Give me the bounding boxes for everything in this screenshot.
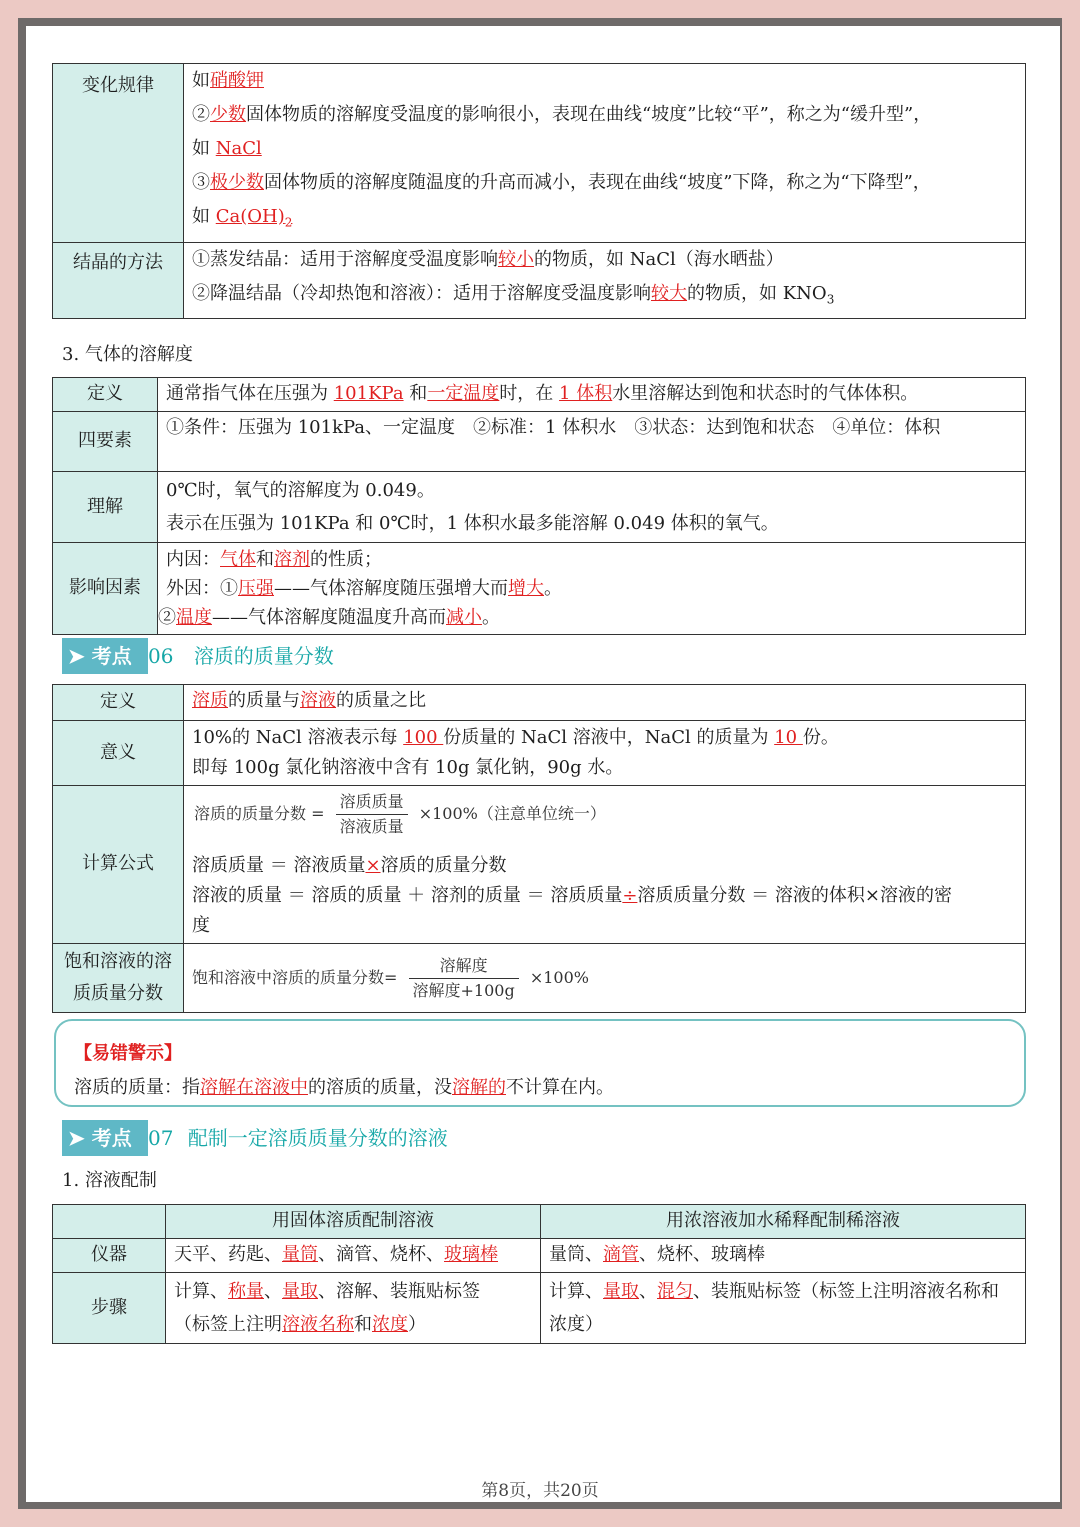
text: ①蒸发结晶：适用于溶解度受温度影响 bbox=[192, 248, 498, 270]
text: 的质量之比 bbox=[336, 690, 426, 711]
label-steps: 步骤 bbox=[53, 1273, 166, 1344]
numerator: 溶质质量 bbox=[336, 790, 408, 815]
keyword: 浓度 bbox=[372, 1314, 408, 1335]
instruments-solid bbox=[166, 1239, 541, 1273]
label-formula: 计算公式 bbox=[53, 786, 184, 944]
text: 溶质的质量分数 = bbox=[194, 804, 325, 823]
keyword: 压强 bbox=[238, 578, 274, 599]
label-change-rule: 变化规律 bbox=[53, 64, 184, 243]
text: 即每 100g 氯化钠溶液中含有 10g 氯化钠，90g 水。 bbox=[192, 757, 624, 778]
text: 。 bbox=[482, 607, 500, 628]
text: 不计算在内。 bbox=[506, 1077, 614, 1098]
warning-box bbox=[54, 1019, 1026, 1107]
keyword: 溶质 bbox=[192, 690, 228, 711]
text: 的物质，如 KNO bbox=[687, 282, 827, 304]
keyword: 溶液名称 bbox=[282, 1314, 354, 1335]
mass-fraction-definition bbox=[184, 685, 1026, 721]
label-definition: 定义 bbox=[53, 685, 184, 721]
denominator: 溶液质量 bbox=[339, 817, 404, 836]
text: 份质量的 NaCl 溶液中，NaCl 的质量为 bbox=[443, 727, 775, 748]
fraction bbox=[409, 954, 519, 1003]
subscript: 3 bbox=[826, 292, 835, 307]
text: 饱和溶液中溶质的质量分数= bbox=[192, 967, 398, 987]
text: 表示在压强为 101KPa 和 0℃时，1 体积水最多能溶解 0.049 体积的氧气。 bbox=[166, 513, 779, 534]
solubility-rules-table bbox=[52, 63, 1026, 319]
subscript: 2 bbox=[284, 215, 293, 230]
section-title-solution-prep: 1. 溶液配制 bbox=[62, 1170, 157, 1191]
keyword: 较大 bbox=[651, 282, 687, 304]
text: 的物质，如 NaCl（海水晒盐） bbox=[534, 248, 784, 270]
label-saturated bbox=[53, 944, 184, 1013]
arrow-icon: ➤ bbox=[68, 644, 85, 668]
text: 、烧杯、玻璃棒 bbox=[639, 1244, 765, 1265]
text: 固体物质的溶解度随温度的升高而减小，表现在曲线“坡度”下降，称之为“下降型”， bbox=[264, 172, 931, 193]
keyword: 少数 bbox=[210, 104, 246, 125]
keyword: 硝酸钾 bbox=[210, 70, 264, 91]
text: 外因：① bbox=[166, 578, 238, 599]
text: 的性质； bbox=[310, 549, 382, 570]
fraction bbox=[336, 790, 408, 839]
label-definition: 定义 bbox=[53, 378, 158, 412]
instruments-dilute bbox=[541, 1239, 1026, 1273]
header-empty bbox=[53, 1205, 166, 1239]
keyword: 量取 bbox=[603, 1281, 639, 1302]
text: 通常指气体在压强为 bbox=[166, 383, 334, 404]
text: 如 bbox=[192, 206, 216, 227]
text: 饱和溶液的溶 bbox=[64, 951, 172, 972]
text: 时，在 bbox=[499, 383, 560, 404]
kaodian-number: 07 bbox=[148, 1126, 174, 1150]
text: 、溶解、装瓶贴标签 bbox=[318, 1281, 480, 1302]
keyword: 溶液 bbox=[300, 690, 336, 711]
kaodian-badge-07 bbox=[62, 1120, 148, 1156]
change-rule-content bbox=[184, 64, 1026, 243]
kaodian-title-06 bbox=[148, 638, 334, 674]
mass-fraction-table bbox=[52, 684, 1026, 1013]
gas-definition bbox=[158, 378, 1026, 412]
keyword: ÷ bbox=[622, 885, 638, 906]
text: 0℃时，氧气的溶解度为 0.049。 bbox=[166, 480, 435, 501]
keyword: 滴管 bbox=[603, 1244, 639, 1265]
factors bbox=[158, 543, 1026, 635]
keyword: 100 bbox=[403, 727, 444, 748]
fraction-formula bbox=[194, 790, 1017, 839]
header-solid: 用固体溶质配制溶液 bbox=[166, 1205, 541, 1239]
keyword: 溶剂 bbox=[274, 549, 310, 570]
text: 计算、 bbox=[549, 1281, 603, 1302]
steps-dilute bbox=[541, 1273, 1026, 1344]
text: 和 bbox=[256, 549, 274, 570]
text: 如 bbox=[192, 70, 210, 91]
label-instruments: 仪器 bbox=[53, 1239, 166, 1273]
text: ×100%（注意单位统一） bbox=[418, 804, 606, 823]
section-title-gas-solubility: 3. 气体的溶解度 bbox=[62, 344, 193, 365]
keyword: 温度 bbox=[176, 607, 212, 628]
badge-label: 考点 bbox=[91, 1126, 132, 1150]
keyword: 溶解在溶液中 bbox=[200, 1077, 308, 1098]
keyword: 混匀 bbox=[657, 1281, 693, 1302]
numerator: 溶解度 bbox=[409, 954, 519, 979]
text: 溶质质量 ＝ 溶液质量 bbox=[192, 855, 366, 876]
text: 溶质的质量分数 bbox=[380, 855, 507, 876]
formulas bbox=[184, 786, 1026, 944]
text: 质质量分数 bbox=[73, 983, 163, 1004]
keyword: NaCl bbox=[215, 138, 262, 159]
understanding bbox=[158, 472, 1026, 543]
keyword: 量筒 bbox=[282, 1244, 318, 1265]
keyword: 较小 bbox=[498, 248, 534, 270]
keyword bbox=[215, 206, 293, 230]
keyword: 量取 bbox=[282, 1281, 318, 1302]
header-dilute: 用浓溶液加水稀释配制稀溶液 bbox=[541, 1205, 1026, 1239]
text: ×100% bbox=[529, 967, 589, 987]
keyword: × bbox=[365, 855, 381, 876]
keyword: 1 体积 bbox=[559, 383, 613, 404]
four-elements: ①条件：压强为 101kPa、一定温度 ②标准：1 体积水 ③状态：达到饱和状态 ④单位：体积 bbox=[158, 412, 1026, 472]
text: ② bbox=[158, 607, 176, 628]
label-crystallization: 结晶的方法 bbox=[53, 242, 184, 319]
arrow-icon: ➤ bbox=[68, 1126, 85, 1150]
text: ② bbox=[192, 104, 210, 125]
kaodian-badge-06 bbox=[62, 638, 148, 674]
text: 份。 bbox=[802, 727, 839, 748]
text: ） bbox=[408, 1314, 426, 1335]
kaodian-number: 06 bbox=[148, 644, 174, 668]
formula: Ca(OH) bbox=[215, 206, 285, 227]
keyword: 101KPa bbox=[333, 383, 404, 404]
text: 溶质的质量：指 bbox=[74, 1077, 200, 1098]
keyword: 一定温度 bbox=[427, 383, 500, 404]
solution-prep-table bbox=[52, 1204, 1026, 1344]
text: （标签上注明 bbox=[174, 1314, 282, 1335]
text: 内因： bbox=[166, 549, 220, 570]
badge-label: 考点 bbox=[91, 644, 132, 668]
text: ——气体溶解度随温度升高而 bbox=[212, 607, 446, 628]
page-footer: 第8页，共20页 bbox=[481, 1481, 599, 1501]
steps-solid bbox=[166, 1273, 541, 1344]
text: 水里溶解达到饱和状态时的气体体积。 bbox=[612, 383, 919, 404]
crystallization-content bbox=[184, 242, 1026, 319]
kaodian-heading: 溶质的质量分数 bbox=[193, 644, 334, 668]
text: 溶液的质量 ＝ 溶质的质量 ＋ 溶剂的质量 ＝ 溶质质量 bbox=[192, 885, 623, 906]
keyword: 10 bbox=[774, 727, 803, 748]
text: ③ bbox=[192, 172, 210, 193]
text: 、 bbox=[264, 1281, 282, 1302]
warning-text bbox=[74, 1073, 614, 1099]
text: ②降温结晶（冷却热饱和溶液）：适用于溶解度受温度影响 bbox=[192, 282, 651, 304]
denominator: 溶解度+100g bbox=[412, 980, 515, 1000]
keyword: 减小 bbox=[446, 607, 482, 628]
text: 天平、药匙、 bbox=[174, 1244, 282, 1265]
label-understanding: 理解 bbox=[53, 472, 158, 543]
text: 固体物质的溶解度受温度的影响很小，表现在曲线“坡度”比较“平”，称之为“缓升型”， bbox=[246, 104, 932, 125]
text: 。 bbox=[544, 578, 562, 599]
keyword: 气体 bbox=[220, 549, 256, 570]
saturated-formula bbox=[184, 944, 1026, 1013]
text: 浓度） bbox=[549, 1314, 603, 1335]
meaning bbox=[184, 721, 1026, 786]
text: 量筒、 bbox=[549, 1244, 603, 1265]
text: 的质量与 bbox=[228, 690, 300, 711]
keyword: 玻璃棒 bbox=[444, 1244, 498, 1265]
label-meaning: 意义 bbox=[53, 721, 184, 786]
text: 和 bbox=[403, 383, 428, 404]
label-four-elements: 四要素 bbox=[53, 412, 158, 472]
text: 、滴管、烧杯、 bbox=[318, 1244, 444, 1265]
gas-solubility-table bbox=[52, 377, 1026, 635]
keyword: 极少数 bbox=[210, 172, 264, 193]
text: 的溶质的质量，没 bbox=[308, 1077, 452, 1098]
keyword: 增大 bbox=[508, 578, 544, 599]
text: 、 bbox=[639, 1281, 657, 1302]
kaodian-title-07 bbox=[148, 1120, 448, 1156]
text: 如 bbox=[192, 138, 216, 159]
text: 10%的 NaCl 溶液表示每 bbox=[192, 727, 404, 748]
keyword: 称量 bbox=[228, 1281, 264, 1302]
text: 度 bbox=[192, 915, 210, 936]
text: 和 bbox=[354, 1314, 372, 1335]
keyword: 溶解的 bbox=[452, 1077, 506, 1098]
text: 、装瓶贴标签（标签上注明溶液名称和 bbox=[693, 1281, 999, 1302]
label-factors: 影响因素 bbox=[53, 543, 158, 635]
warning-title: 【易错警示】 bbox=[74, 1043, 182, 1064]
text: 计算、 bbox=[174, 1281, 228, 1302]
text: 溶质质量分数 ＝ 溶液的体积×溶液的密 bbox=[637, 885, 952, 906]
kaodian-heading: 配制一定溶质质量分数的溶液 bbox=[187, 1126, 448, 1150]
text: ——气体溶解度随压强增大而 bbox=[274, 578, 508, 599]
